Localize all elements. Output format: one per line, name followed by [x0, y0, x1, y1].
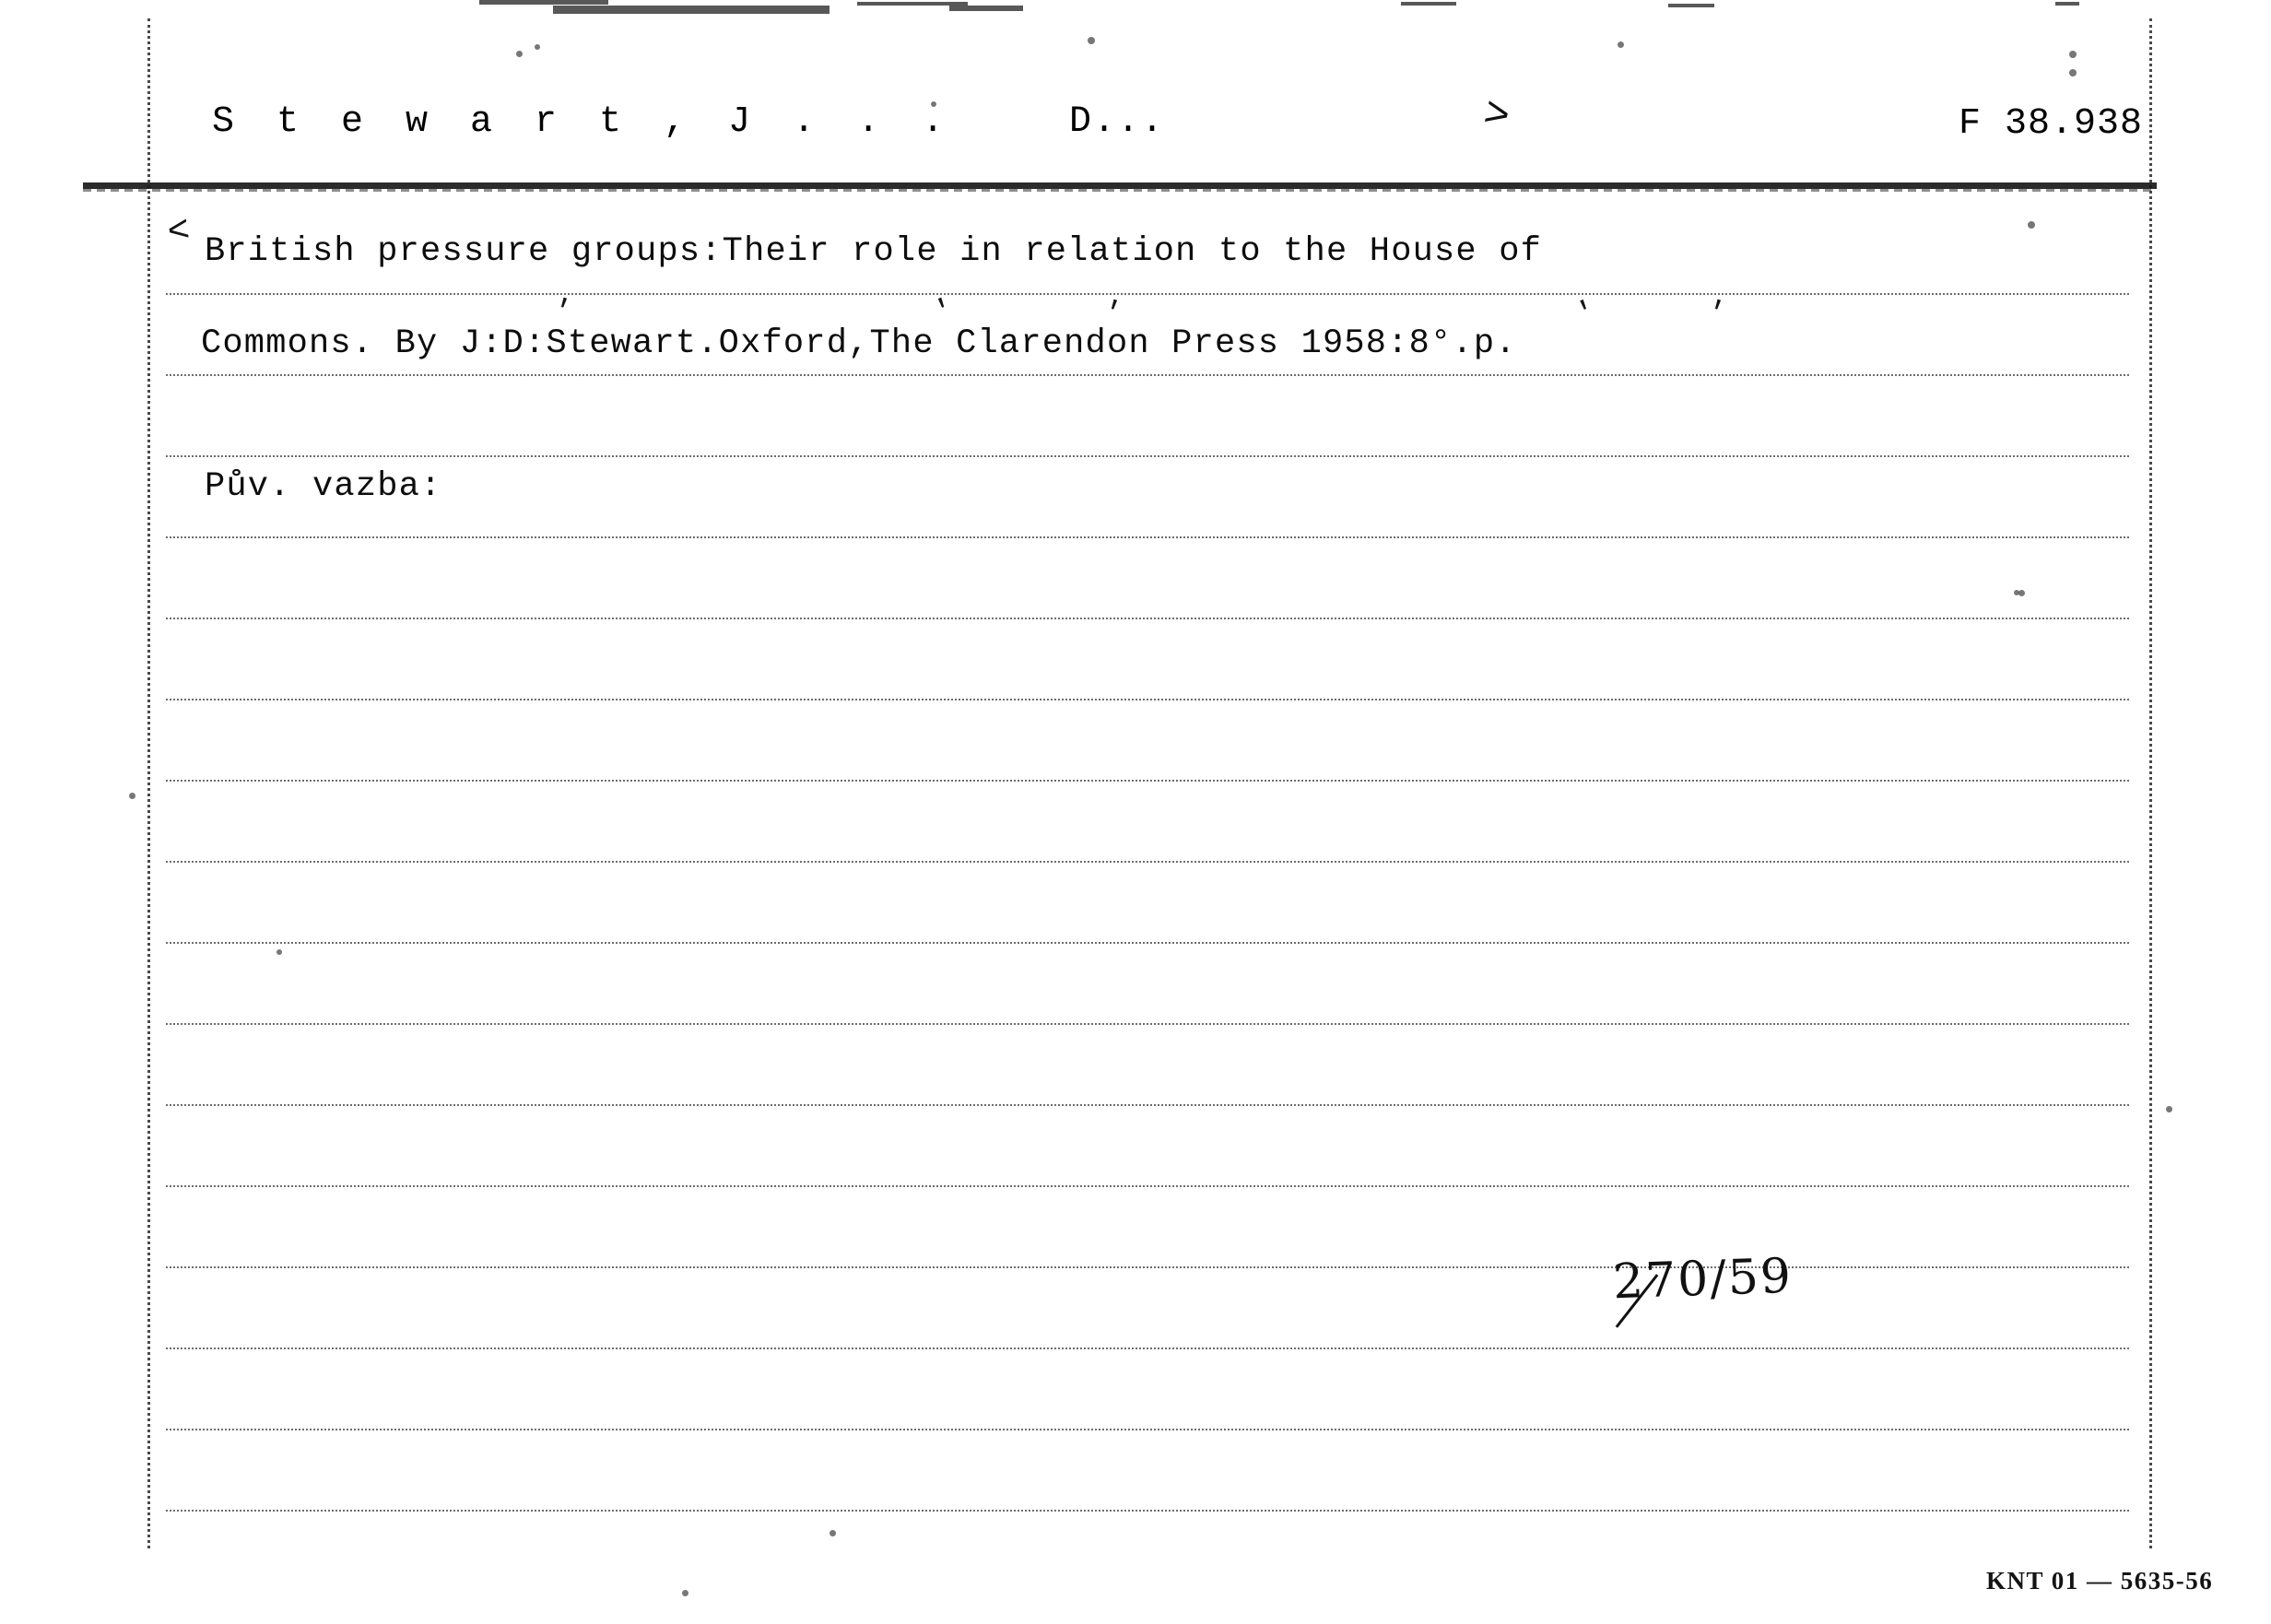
scan-speck	[682, 1590, 688, 1596]
ruled-line	[166, 942, 2129, 944]
ruled-line	[166, 1185, 2129, 1187]
ruled-line	[166, 1104, 2129, 1106]
ruled-line	[166, 374, 2129, 376]
catalog-card	[147, 18, 2214, 1595]
scan-artifact	[479, 0, 608, 5]
ruled-line	[166, 780, 2129, 782]
card-header	[147, 89, 2166, 166]
card-border-left	[147, 18, 150, 1548]
ruled-line	[166, 536, 2129, 538]
ruled-line	[166, 293, 2129, 295]
scan-artifact	[1401, 2, 1456, 6]
secondary-code: D...	[1069, 101, 1166, 143]
scan-artifact	[1668, 4, 1714, 7]
printer-code: KNT 01 — 5635-56	[1986, 1567, 2214, 1595]
ruled-line	[166, 699, 2129, 700]
apostrophe-mark: '	[930, 292, 960, 333]
entry-title-line-2: Commons. By J:D:Stewart.Oxford,The Clarendon Press 1958:8°.p.	[201, 324, 1517, 363]
ruled-line	[166, 1023, 2129, 1025]
entry-title-line-1: British pressure groups:Their role in relation to the House of	[205, 232, 1543, 271]
ruled-line	[166, 455, 2129, 457]
ruled-line	[166, 1266, 2129, 1268]
accession-number: 270/59	[1612, 1248, 1794, 1311]
author-heading: S t e w a r t , J . . .	[212, 101, 955, 143]
scan-speck	[2166, 1106, 2172, 1112]
card-border-right	[2149, 18, 2152, 1548]
scan-artifact	[2055, 2, 2079, 6]
scan-artifact	[553, 6, 830, 14]
ruled-line	[166, 1510, 2129, 1512]
shelf-mark: F 38.938	[1959, 103, 2144, 145]
ruled-line	[166, 861, 2129, 863]
ruled-line	[166, 1429, 2129, 1430]
apostrophe-mark: '	[1700, 294, 1729, 335]
angle-mark: <	[164, 210, 194, 255]
apostrophe-mark: '	[546, 292, 575, 333]
apostrophe-mark: '	[1571, 294, 1603, 335]
apostrophe-mark: '	[1096, 294, 1125, 335]
scan-speck	[129, 793, 135, 799]
ruled-line	[166, 618, 2129, 619]
scan-artifact	[949, 6, 1023, 11]
ruled-line	[166, 1347, 2129, 1349]
entry-note: Pův. vazba:	[205, 467, 442, 506]
caret-mark: >	[1478, 89, 1514, 143]
header-divider-rule	[83, 182, 2157, 189]
